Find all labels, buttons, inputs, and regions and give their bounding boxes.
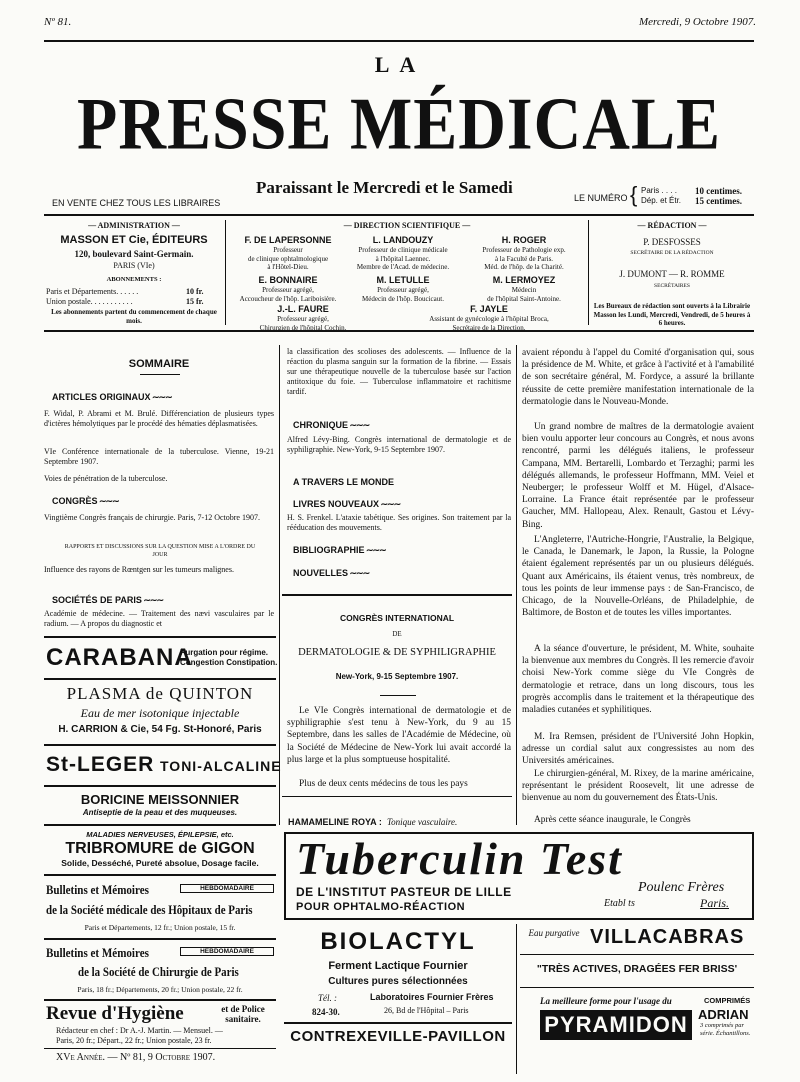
- director-name: L. LANDOUZY: [372, 235, 434, 245]
- direction-header: — DIRECTION SCIENTIFIQUE —: [343, 221, 471, 230]
- administration-header: — ADMINISTRATION —: [88, 221, 180, 230]
- plasma-addr: H. CARRION & Cie, 54 Fg. St-Honoré, Paris: [58, 724, 262, 735]
- sommaire-chronique1: Alfred Lévy-Bing. Congrès international de dermatologie et de syphiligraphie. New-York, 9-15 Septembre 1907.: [287, 435, 511, 454]
- villacabras-ad: VILLACABRAS: [590, 926, 745, 948]
- sommaire-title: SOMMAIRE: [128, 358, 190, 370]
- director-name: M. LETULLE: [376, 275, 430, 285]
- tribo-top: MALADIES NERVEUSES, ÉPILEPSIE, etc.: [86, 830, 234, 839]
- article-title: DERMATOLOGIE & DE SYPHILIGRAPHIE: [298, 647, 496, 658]
- redaction-role1: SECRÉTAIRE DE LA RÉDACTION: [630, 250, 714, 256]
- rapports-line: RAPPORTS ET DISCUSSIONS SUR LA QUESTION MISE A L'ORDRE DU JOUR: [64, 544, 256, 558]
- bull2-a: Bulletins et Mémoires: [46, 945, 149, 960]
- pyramidon-ad: PYRAMIDON: [540, 1010, 692, 1040]
- abonnement-note: Les abonnements partent du commencement de chaque mois.: [51, 308, 217, 325]
- livres-head: LIVRES NOUVEAUX ∼∼∼: [293, 498, 400, 510]
- sommaire-congres1: Vingtième Congrès français de chirurgie. Paris, 7-12 Octobre 1907.: [44, 513, 260, 522]
- sommaire-societes1: Académie de médecine. — Traitement des nævi vasculaires par le radium. — A propos du diagnostic et: [44, 609, 274, 628]
- director-landouzy: L. LANDOUZY Professeur de clinique médicale à l'hôpital Laennec. Membre de l'Acad. de médecine.: [342, 234, 464, 272]
- hamameline-ad: [288, 810, 457, 829]
- article-head2: DE: [392, 630, 402, 638]
- poulenc: Poulenc Frères: [638, 880, 725, 895]
- biolactyl-tel: 824-30.: [312, 1007, 340, 1017]
- sommaire-art3: Voies de pénétration de la tuberculose.: [44, 474, 168, 483]
- carabana-ad: CARABANA: [46, 644, 193, 671]
- sommaire-art2: VIe Conférence internationale de la tuberculose. Vienne, 19-21 Septembre 1907.: [44, 447, 274, 466]
- revue-l2: Paris, 20 fr.; Départ., 22 fr.; Union postale, 23 fr.: [56, 1036, 212, 1045]
- director-bonnaire: E. BONNAIRE Professeur agrégé, Accoucheur de l'hôp. Lariboisière.: [228, 274, 348, 303]
- poulenc-c: Paris.: [700, 896, 730, 910]
- issue-date: Mercredi, 9 Octobre 1907.: [639, 16, 756, 28]
- biolactyl-addr: 26, Bd de l'Hôpital – Paris: [384, 1006, 469, 1015]
- societes-head: SOCIÉTÉS DE PARIS ∼∼∼: [52, 594, 163, 606]
- director-name: M. LERMOYEZ: [492, 275, 556, 285]
- stleger-ad: St-LEGER: [46, 753, 155, 776]
- pyra-note: 3 comprimés par série. Échantillons.: [700, 1022, 751, 1037]
- paris-price: 10 fr.: [186, 287, 204, 296]
- numero-label: LE NUMÉRO: [574, 193, 628, 203]
- tuberculin-l1: DE L'INSTITUT PASTEUR DE LILLE: [296, 885, 512, 899]
- tribo-sub: Solide, Desséché, Pureté absolue, Dosage facile.: [61, 858, 259, 868]
- city: PARIS (VIe): [113, 261, 155, 270]
- director-faure: J.-L. FAURE Professeur agrégé, Chirurgien de l'hôpital Cochin.: [228, 303, 378, 332]
- bull1-a: Bulletins et Mémoires: [46, 882, 149, 897]
- boricine-ad: BORICINE MEISSONNIER: [80, 792, 240, 807]
- chronique-head: CHRONIQUE ∼∼∼: [293, 419, 369, 431]
- biolactyl-ad: BIOLACTYL: [320, 928, 476, 955]
- publisher: MASSON ET Cie, ÉDITEURS: [60, 234, 208, 246]
- congres-head: CONGRÈS ∼∼∼: [52, 495, 119, 507]
- bull1-c: Paris et Départements, 12 fr.; Union postale, 15 fr.: [84, 923, 236, 932]
- union-price: 15 fr.: [186, 297, 204, 306]
- tuberculin-l2: POUR OPHTALMO-RÉACTION: [296, 901, 466, 913]
- biblio-head: BIBLIOGRAPHIE ∼∼∼: [293, 544, 386, 556]
- comprimes: COMPRIMÉS: [704, 996, 751, 1005]
- address: 120, boulevard Saint-Germain.: [74, 249, 194, 259]
- redaction-name2: J. DUMONT — R. ROMME: [619, 269, 725, 279]
- article-p2: Plus de deux cents médecins de tous les pays: [299, 779, 468, 789]
- biolactyl-l1: Ferment Lactique Fournier: [328, 960, 468, 972]
- sommaire-continued: la classification des scolioses des adolescents. — Influence de la réaction du plasma sanguin sur la formation de la fibrine. — Essais sur une thérapeutique nouvelle de la tuberculose basée sur l'action antitoxique du foie. — Tuberculose inflammatoire et rachitisme tardif.: [287, 347, 511, 396]
- redaction-role2: SECRÉTAIRES: [654, 283, 690, 289]
- director-name: E. BONNAIRE: [258, 275, 318, 285]
- sommaire-livres1: H. S. Frenkel. L'ataxie tabétique. Ses origines. Son traitement par la rééducation des mouvements.: [287, 513, 511, 532]
- price-dep-label: Dép. et Étr.: [641, 196, 682, 205]
- article-c3p3: L'Angleterre, l'Autriche-Hongrie, l'Australie, la Belgique, le Canada, le Danemark, le Japon, la Russie, la Pologne étaient également représentés par un ou plusieurs délégués. Quant aux Américains, ils étaient venus, très nombreux, de tous les points de leur immense pays : de San-Francisco, de Chicago, de la Nouvelle-Orléans, de Philadelphie, de Baltimore, de Boston et de toutes les villes importantes.: [522, 535, 754, 619]
- director-delapersonne: F. DE LAPERSONNE Professeur de clinique ophtalmologique à l'Hôtel-Dieu.: [228, 234, 348, 272]
- contrex-ad: CONTREXEVILLE-PAVILLON: [290, 1028, 506, 1045]
- article-p1: Le VIe Congrès international de dermatologie et de syphiligraphie s'est tenu à New-York, du 9 au 15 Septembre, dans les salles de l'Académie de Médecine, où la Société de Médecine de New-York lui avait accordé la plus large et la plus somptueuse hospitalité.: [287, 706, 511, 765]
- stleger-b: TONI-ALCALINE: [160, 758, 282, 774]
- sommaire-art1: F. Widal, P. Abrami et M. Brulé. Différenciation de plusieurs types d'ictères hémolytiques par le procédé des hématies déplasmatisées.: [44, 409, 274, 428]
- redaction-header: — RÉDACTION —: [637, 221, 707, 230]
- travers-head: A TRAVERS LE MONDE: [293, 477, 395, 487]
- villa-pre: Eau purgative: [528, 928, 580, 938]
- masthead-la: LA: [374, 52, 426, 77]
- redaction-name1: P. DESFOSSES: [643, 237, 701, 247]
- director-lermoyez: M. LERMOYEZ Médecin de l'hôpital Saint-Antoine.: [462, 274, 586, 303]
- carabana-l1: Purgation pour régime.: [180, 648, 269, 657]
- biolactyl-l2: Cultures pures sélectionnées: [328, 976, 468, 987]
- director-roger: H. ROGER Professeur de Pathologie exp. à la Faculté de Paris. Méd. de l'hôp. de la Charité.: [462, 234, 586, 272]
- article-head1: CONGRÈS INTERNATIONAL: [339, 613, 455, 623]
- boricine-sub: Antiseptie de la peau et des muqueuses.: [82, 808, 238, 817]
- articles-head: ARTICLES ORIGINAUX ∼∼∼: [52, 391, 172, 403]
- article-c3p2: Un grand nombre de maîtres de la dermatologie avaient bien voulu apporter leur concours au Congrès, et nous avons rencontré, parmi les délégués italiens, le professeur Campana, MM. Bertarelli, Lombardo et Terzaghi; parmi les délégués allemands, le professeur Hoffmann, MM. Veiel et Neuberger; le professeur Wolff et M. Hügel, d'Alsace-Lorraine. La France était représentée par le professeur Gaucher, MM. Hallopeau, Alex. Renault, Gastou et Lévy-Bing.: [522, 422, 754, 530]
- poulenc-b: Etabl ts: [604, 898, 635, 909]
- nouvelles-head: NOUVELLES ∼∼∼: [293, 567, 369, 579]
- director-letulle: M. LETULLE Professeur agrégé, Médecin de l'hôp. Boucicaut.: [342, 274, 464, 303]
- bull2-b: de la Société de Chirurgie de Paris: [78, 964, 239, 979]
- director-jayle: F. JAYLE Assistant de gynécologie à l'hôpital Broca, Secrétaire de la Direction.: [392, 303, 586, 332]
- biolactyl-lab: Laboratoires Fournier Frères: [370, 992, 494, 1002]
- revue-side: et de Police sanitaire.: [221, 1004, 265, 1024]
- hamameline-name: HAMAMELINE ROYA :: [288, 817, 382, 827]
- sommaire-influence: Influence des rayons de Rœntgen sur les tumeurs malignes.: [44, 565, 234, 574]
- biolactyl-tel-label: Tél. :: [318, 993, 337, 1003]
- bull1-b: de la Société médicale des Hôpitaux de Paris: [46, 902, 253, 917]
- bull2-c: Paris, 18 fr.; Départements, 20 fr.; Union postale, 22 fr.: [77, 985, 243, 994]
- pyra-top: La meilleure forme pour l'usage du: [540, 996, 672, 1006]
- price-dep: 15 centimes.: [695, 196, 742, 206]
- revue-l1: Rédacteur en chef : Dr A.-J. Martin. — Mensuel. —: [56, 1026, 223, 1035]
- bull2-tag: HEBDOMADAIRE: [180, 947, 274, 956]
- director-name: F. JAYLE: [470, 304, 508, 314]
- director-name: F. DE LAPERSONNE: [244, 235, 332, 245]
- article-c3p6: Le chirurgien-général, M. Rixey, de la marine américaine, représentant le président Roosevelt, lit une adresse de bienvenue au nom du gouvernement des États-Unis.: [522, 769, 754, 804]
- union-label: Union postale. . . . . . . . . . .: [46, 297, 133, 306]
- article-c3p4: A la séance d'ouverture, le président, M. White, souhaite la bienvenue aux membres du Congrès. Il les remercie d'avoir choisi New-York comme siège du VIe Congrès de dermatologie et retrace, dans un long discours, tous les progrès accomplis dans le traitement et la thérapeutique des maladies cutanées et syphilitiques.: [522, 644, 754, 716]
- footer-text: XVe Année. — Nº 81, 9 Octobre 1907.: [56, 1052, 216, 1063]
- article-c3p1: avaient répondu à l'appel du Comité d'organisation qui, sous la présidence de M. White, et grâce à l'activité et à l'amabilité de son secrétaire général, M. Fordyce, a assuré la brillante réussite de cette première manifestation internationale de la dermatologie dans le Nouveau-Monde.: [522, 348, 754, 407]
- abonnements-label: ABONNEMENTS :: [106, 276, 162, 283]
- article-place: New-York, 9-15 Septembre 1907.: [335, 672, 459, 681]
- tuberculin-title: Tuberculin Test: [296, 833, 623, 884]
- director-name: J.-L. FAURE: [277, 304, 329, 314]
- top-rule: [44, 40, 754, 42]
- redaction-note: Les Bureaux de rédaction sont ouverts à la Librairie Masson les Lundi, Mercredi, Vendredi, de 5 heures à 6 heures.: [593, 302, 751, 327]
- tribo-ad: TRIBROMURE de GIGON: [65, 840, 255, 857]
- masthead-title: PRESSE MÉDICALE: [77, 83, 721, 166]
- masthead-subtitle: Paraissant le Mercredi et le Samedi: [256, 178, 513, 197]
- price-paris-label: Paris . . . .: [641, 186, 678, 195]
- adrian: ADRIAN: [698, 1007, 749, 1022]
- price-paris: 10 centimes.: [695, 186, 742, 196]
- hamameline-sub: Tonique vasculaire.: [386, 817, 458, 827]
- article-c3p7: Après cette séance inaugurale, le Congrès: [534, 815, 691, 825]
- vente-line: EN VENTE CHEZ TOUS LES LIBRAIRES: [52, 198, 221, 208]
- plasma-ad: PLASMA de QUINTON: [66, 684, 254, 703]
- plasma-sub: Eau de mer isotonique injectable: [80, 706, 240, 720]
- bull1-tag: HEBDOMADAIRE: [180, 884, 274, 893]
- article-c3p5: M. Ira Remsen, président de l'Université John Hopkin, adresse un cordial salut aux congressistes au nom des Universités américaines.: [522, 732, 754, 767]
- issue-number: Nº 81.: [44, 16, 72, 28]
- brace: {: [630, 182, 638, 207]
- revue-ad: Revue d'Hygiène: [46, 1003, 184, 1024]
- paris-label: Paris et Départements. . . . . .: [46, 287, 139, 296]
- dragees-ad: "TRÈS ACTIVES, DRAGÉES FER BRISS': [536, 963, 738, 975]
- director-name: H. ROGER: [501, 235, 547, 245]
- carabana-l2: Congestion Constipation.: [180, 658, 278, 667]
